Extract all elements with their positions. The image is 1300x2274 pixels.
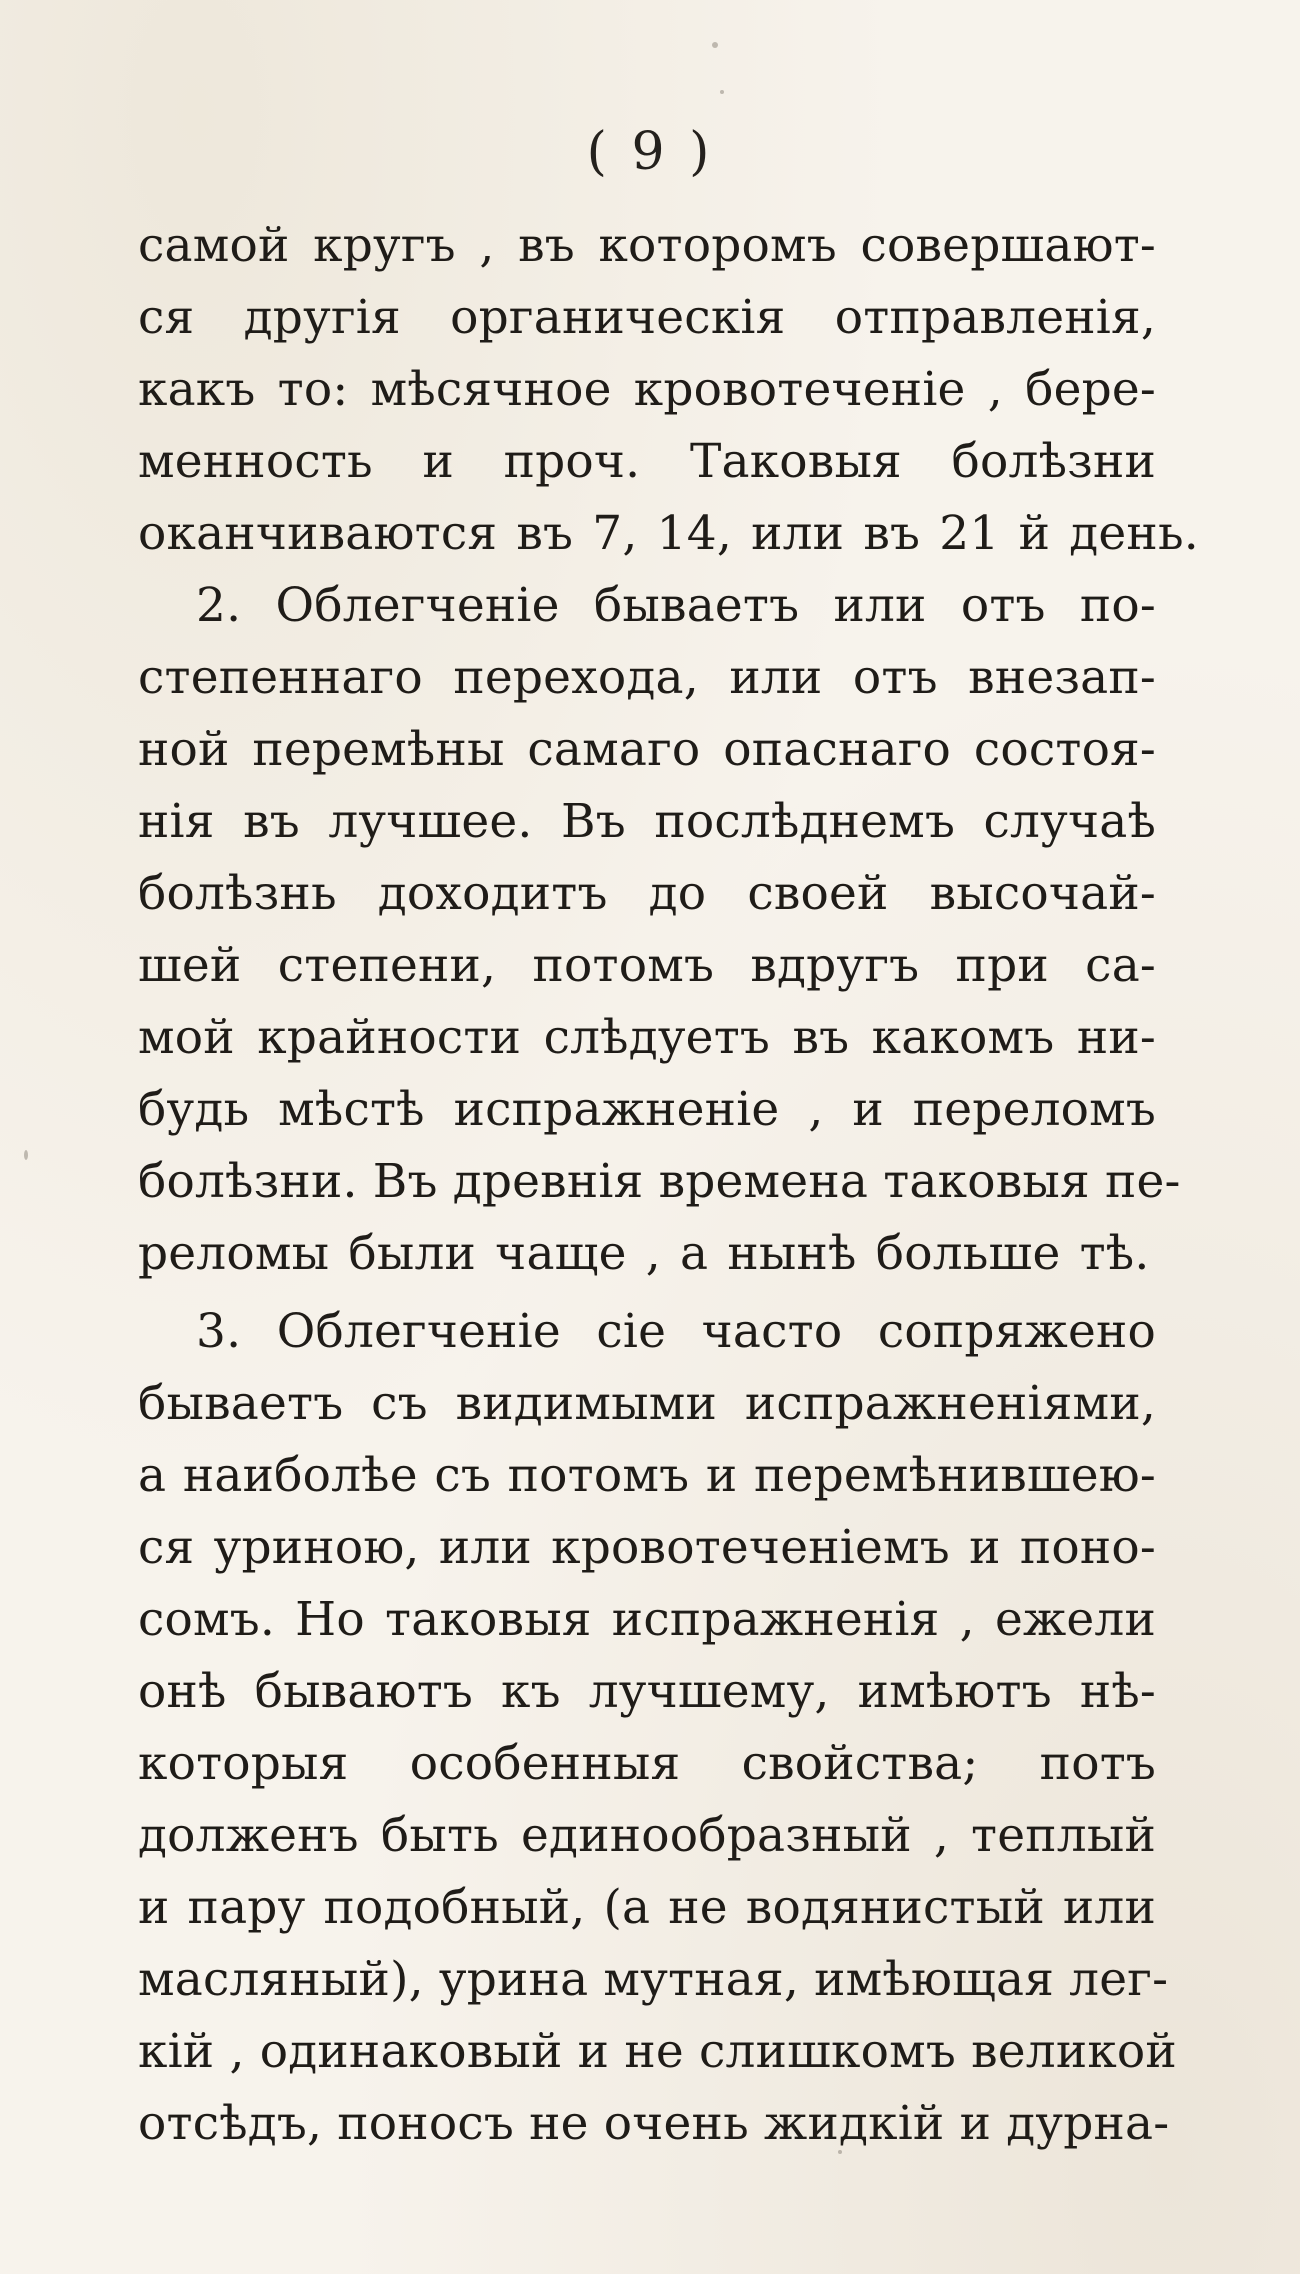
text-line: болѣзни. Въ древнія времена таковыя пе-: [138, 1154, 1181, 1209]
text-line: масляный), урина мутная, имѣющая лег-: [138, 1952, 1169, 2007]
text-line: отсѣдъ, поносъ не очень жидкій и дурна-: [138, 2096, 1170, 2151]
text-line: сомъ. Но таковыя испражненія , ежели: [138, 1592, 1156, 1647]
text-line: нія въ лучшее. Въ послѣднемъ случаѣ: [138, 794, 1156, 849]
text-line: оканчиваются въ 7, 14, или въ 21 й день.: [138, 506, 1199, 561]
ink-speck: [720, 90, 724, 94]
paragraph-2-start: 2. Облегченіе бываетъ или отъ по-: [196, 578, 1156, 633]
text-line: и пару подобный, (а не водянистый или: [138, 1880, 1156, 1935]
text-line: шей степени, потомъ вдругъ при са-: [138, 938, 1156, 993]
text-line: мой крайности слѣдуетъ въ какомъ ни-: [138, 1010, 1156, 1065]
text-line: которыя особенныя свойства; потъ: [138, 1736, 1156, 1791]
text-line: онѣ бываютъ къ лучшему, имѣютъ нѣ-: [138, 1664, 1156, 1719]
ink-speck: [24, 1150, 28, 1160]
text-line: ся другія органическія отправленія,: [138, 290, 1156, 345]
text-line: степеннаго перехода, или отъ внезап-: [138, 650, 1156, 705]
text-line: будь мѣстѣ испражненіе , и переломъ: [138, 1082, 1156, 1137]
text-line: ной перемѣны самаго опаснаго состоя-: [138, 722, 1156, 777]
text-line: менность и проч. Таковыя болѣзни: [138, 434, 1156, 489]
ink-speck: [712, 42, 718, 48]
text-line: болѣзнь доходитъ до своей высочай-: [138, 866, 1156, 921]
text-line: а наиболѣе съ потомъ и перемѣнившею-: [138, 1448, 1156, 1503]
text-line: реломы были чаще , а нынѣ больше тѣ.: [138, 1226, 1150, 1281]
text-line: долженъ быть единообразный , теплый: [138, 1808, 1156, 1863]
text-line: кій , одинаковый и не слишкомъ великой: [138, 2024, 1177, 2079]
page-number: ( 9 ): [586, 122, 714, 182]
text-line: какъ то: мѣсячное кровотеченіе , бере-: [138, 362, 1156, 417]
body-text: [138, 210, 1199, 2160]
text-line: самой кругъ , въ которомъ совершают-: [138, 218, 1156, 273]
paragraph-3-start: 3. Облегченіе сіе часто сопряжено: [196, 1304, 1156, 1359]
text-line: бываетъ съ видимыми испражненіями,: [138, 1376, 1156, 1431]
text-line: ся уриною, или кровотеченіемъ и поно-: [138, 1520, 1156, 1575]
